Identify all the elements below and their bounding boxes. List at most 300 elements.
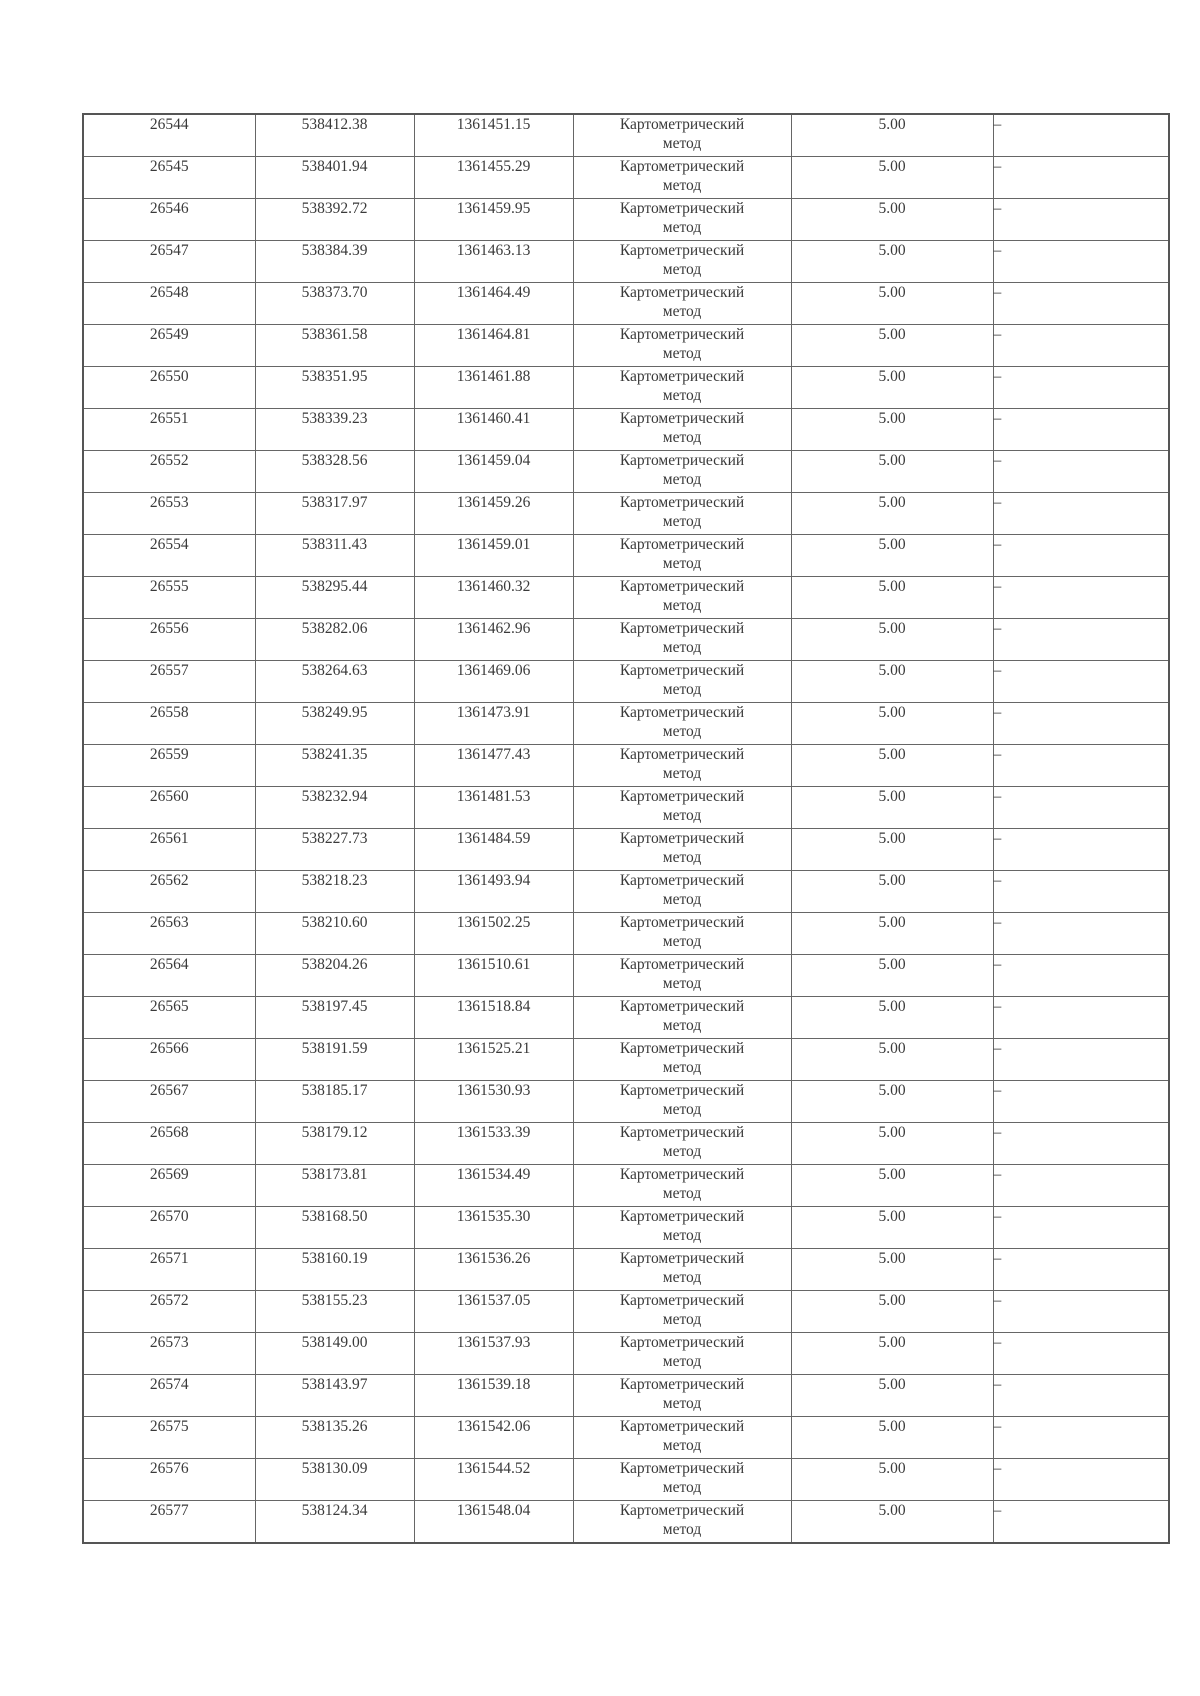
y-coordinate-cell: 1361534.49 [414, 1165, 573, 1207]
point-number-cell: 26546 [83, 199, 255, 241]
x-coordinate-cell: 538339.23 [255, 409, 414, 451]
method-line-2: метод [662, 1101, 702, 1118]
accuracy-cell: 5.00 [791, 871, 993, 913]
x-coordinate-cell: 538185.17 [255, 1081, 414, 1123]
table-row [83, 829, 1169, 871]
method-cell [573, 114, 791, 157]
point-number-cell: 26544 [83, 114, 255, 157]
note-cell: – [993, 1123, 1169, 1165]
note-cell: – [993, 114, 1169, 157]
y-coordinate-cell: 1361459.95 [414, 199, 573, 241]
method-line-2: метод [662, 1311, 702, 1328]
x-coordinate-cell: 538168.50 [255, 1207, 414, 1249]
method-line-2: метод [662, 849, 702, 866]
note-cell: – [993, 787, 1169, 829]
accuracy-cell: 5.00 [791, 409, 993, 451]
table-row [83, 1375, 1169, 1417]
x-coordinate-cell: 538384.39 [255, 241, 414, 283]
x-coordinate-cell: 538210.60 [255, 913, 414, 955]
point-number-cell: 26566 [83, 1039, 255, 1081]
method-line-1: Картометрический [619, 158, 745, 175]
method-line-2: метод [662, 723, 702, 740]
point-number-cell: 26561 [83, 829, 255, 871]
method-line-1: Картометрический [619, 1250, 745, 1267]
method-cell [573, 1333, 791, 1375]
method-line-1: Картометрический [619, 284, 745, 301]
note-cell: – [993, 493, 1169, 535]
point-number-cell: 26558 [83, 703, 255, 745]
point-number-cell: 26571 [83, 1249, 255, 1291]
x-coordinate-cell: 538124.34 [255, 1501, 414, 1544]
x-coordinate-cell: 538191.59 [255, 1039, 414, 1081]
method-line-1: Картометрический [619, 1082, 745, 1099]
note-cell: – [993, 1165, 1169, 1207]
y-coordinate-cell: 1361493.94 [414, 871, 573, 913]
note-cell: – [993, 619, 1169, 661]
method-line-2: метод [662, 1269, 702, 1286]
method-cell [573, 955, 791, 997]
accuracy-cell: 5.00 [791, 619, 993, 661]
method-line-2: метод [662, 555, 702, 572]
y-coordinate-cell: 1361518.84 [414, 997, 573, 1039]
method-cell [573, 1123, 791, 1165]
table-row [83, 1459, 1169, 1501]
method-line-1: Картометрический [619, 200, 745, 217]
method-line-1: Картометрический [619, 620, 745, 637]
method-line-1: Картометрический [619, 1418, 745, 1435]
method-cell [573, 1081, 791, 1123]
y-coordinate-cell: 1361463.13 [414, 241, 573, 283]
x-coordinate-cell: 538173.81 [255, 1165, 414, 1207]
y-coordinate-cell: 1361459.26 [414, 493, 573, 535]
method-cell [573, 1417, 791, 1459]
point-number-cell: 26576 [83, 1459, 255, 1501]
accuracy-cell: 5.00 [791, 955, 993, 997]
table-row [83, 577, 1169, 619]
y-coordinate-cell: 1361548.04 [414, 1501, 573, 1544]
coordinates-table-body [83, 114, 1169, 1543]
y-coordinate-cell: 1361473.91 [414, 703, 573, 745]
accuracy-cell: 5.00 [791, 367, 993, 409]
y-coordinate-cell: 1361537.05 [414, 1291, 573, 1333]
method-line-1: Картометрический [619, 746, 745, 763]
method-cell [573, 871, 791, 913]
method-cell [573, 199, 791, 241]
y-coordinate-cell: 1361460.32 [414, 577, 573, 619]
x-coordinate-cell: 538392.72 [255, 199, 414, 241]
point-number-cell: 26577 [83, 1501, 255, 1544]
point-number-cell: 26557 [83, 661, 255, 703]
accuracy-cell: 5.00 [791, 1123, 993, 1165]
table-row [83, 325, 1169, 367]
table-row [83, 1123, 1169, 1165]
x-coordinate-cell: 538361.58 [255, 325, 414, 367]
method-cell [573, 1165, 791, 1207]
table-row [83, 1291, 1169, 1333]
x-coordinate-cell: 538282.06 [255, 619, 414, 661]
method-cell [573, 367, 791, 409]
y-coordinate-cell: 1361461.88 [414, 367, 573, 409]
note-cell: – [993, 283, 1169, 325]
y-coordinate-cell: 1361542.06 [414, 1417, 573, 1459]
method-line-2: метод [662, 429, 702, 446]
y-coordinate-cell: 1361525.21 [414, 1039, 573, 1081]
method-cell [573, 1375, 791, 1417]
method-line-2: метод [662, 1059, 702, 1076]
method-cell [573, 829, 791, 871]
accuracy-cell: 5.00 [791, 493, 993, 535]
method-line-2: метод [662, 177, 702, 194]
method-cell [573, 577, 791, 619]
y-coordinate-cell: 1361469.06 [414, 661, 573, 703]
y-coordinate-cell: 1361535.30 [414, 1207, 573, 1249]
accuracy-cell: 5.00 [791, 1291, 993, 1333]
method-line-1: Картометрический [619, 998, 745, 1015]
y-coordinate-cell: 1361510.61 [414, 955, 573, 997]
point-number-cell: 26572 [83, 1291, 255, 1333]
method-line-1: Картометрический [619, 830, 745, 847]
table-row [83, 367, 1169, 409]
method-cell [573, 493, 791, 535]
accuracy-cell: 5.00 [791, 283, 993, 325]
accuracy-cell: 5.00 [791, 1459, 993, 1501]
table-row [83, 157, 1169, 199]
table-row [83, 955, 1169, 997]
accuracy-cell: 5.00 [791, 241, 993, 283]
note-cell: – [993, 1207, 1169, 1249]
note-cell: – [993, 871, 1169, 913]
note-cell: – [993, 367, 1169, 409]
method-line-1: Картометрический [619, 1208, 745, 1225]
point-number-cell: 26559 [83, 745, 255, 787]
table-row [83, 997, 1169, 1039]
method-line-1: Картометрический [619, 410, 745, 427]
x-coordinate-cell: 538130.09 [255, 1459, 414, 1501]
table-row [83, 1081, 1169, 1123]
accuracy-cell: 5.00 [791, 1081, 993, 1123]
x-coordinate-cell: 538155.23 [255, 1291, 414, 1333]
point-number-cell: 26570 [83, 1207, 255, 1249]
point-number-cell: 26551 [83, 409, 255, 451]
x-coordinate-cell: 538317.97 [255, 493, 414, 535]
method-cell [573, 1249, 791, 1291]
y-coordinate-cell: 1361462.96 [414, 619, 573, 661]
x-coordinate-cell: 538227.73 [255, 829, 414, 871]
x-coordinate-cell: 538373.70 [255, 283, 414, 325]
method-line-1: Картометрический [619, 242, 745, 259]
method-line-2: метод [662, 807, 702, 824]
table-row [83, 1333, 1169, 1375]
method-cell [573, 157, 791, 199]
method-cell [573, 913, 791, 955]
y-coordinate-cell: 1361536.26 [414, 1249, 573, 1291]
note-cell: – [993, 1417, 1169, 1459]
y-coordinate-cell: 1361539.18 [414, 1375, 573, 1417]
method-cell [573, 1039, 791, 1081]
table-row [83, 493, 1169, 535]
note-cell: – [993, 325, 1169, 367]
accuracy-cell: 5.00 [791, 745, 993, 787]
accuracy-cell: 5.00 [791, 199, 993, 241]
y-coordinate-cell: 1361502.25 [414, 913, 573, 955]
x-coordinate-cell: 538204.26 [255, 955, 414, 997]
method-cell [573, 241, 791, 283]
point-number-cell: 26555 [83, 577, 255, 619]
note-cell: – [993, 241, 1169, 283]
point-number-cell: 26567 [83, 1081, 255, 1123]
note-cell: – [993, 1291, 1169, 1333]
method-line-2: метод [662, 681, 702, 698]
method-line-2: метод [662, 891, 702, 908]
point-number-cell: 26573 [83, 1333, 255, 1375]
method-line-1: Картометрический [619, 1040, 745, 1057]
method-cell [573, 703, 791, 745]
note-cell: – [993, 955, 1169, 997]
method-line-2: метод [662, 1143, 702, 1160]
method-line-1: Картометрический [619, 1292, 745, 1309]
method-line-2: метод [662, 513, 702, 530]
y-coordinate-cell: 1361530.93 [414, 1081, 573, 1123]
method-cell [573, 1459, 791, 1501]
method-cell [573, 325, 791, 367]
table-row [83, 703, 1169, 745]
note-cell: – [993, 745, 1169, 787]
accuracy-cell: 5.00 [791, 114, 993, 157]
table-row [83, 1039, 1169, 1081]
point-number-cell: 26545 [83, 157, 255, 199]
table-row [83, 535, 1169, 577]
table-row [83, 787, 1169, 829]
method-cell [573, 1291, 791, 1333]
method-cell [573, 997, 791, 1039]
accuracy-cell: 5.00 [791, 661, 993, 703]
x-coordinate-cell: 538401.94 [255, 157, 414, 199]
method-line-1: Картометрический [619, 1376, 745, 1393]
method-line-2: метод [662, 1479, 702, 1496]
method-line-2: метод [662, 1395, 702, 1412]
note-cell: – [993, 535, 1169, 577]
y-coordinate-cell: 1361464.81 [414, 325, 573, 367]
note-cell: – [993, 577, 1169, 619]
y-coordinate-cell: 1361477.43 [414, 745, 573, 787]
x-coordinate-cell: 538412.38 [255, 114, 414, 157]
table-row [83, 913, 1169, 955]
x-coordinate-cell: 538241.35 [255, 745, 414, 787]
x-coordinate-cell: 538232.94 [255, 787, 414, 829]
point-number-cell: 26560 [83, 787, 255, 829]
table-row [83, 661, 1169, 703]
note-cell: – [993, 997, 1169, 1039]
note-cell: – [993, 1081, 1169, 1123]
point-number-cell: 26574 [83, 1375, 255, 1417]
accuracy-cell: 5.00 [791, 157, 993, 199]
accuracy-cell: 5.00 [791, 1417, 993, 1459]
table-row [83, 1165, 1169, 1207]
method-line-2: метод [662, 219, 702, 236]
accuracy-cell: 5.00 [791, 997, 993, 1039]
accuracy-cell: 5.00 [791, 1375, 993, 1417]
method-line-2: метод [662, 1017, 702, 1034]
accuracy-cell: 5.00 [791, 1165, 993, 1207]
method-line-1: Картометрический [619, 494, 745, 511]
method-line-2: метод [662, 1227, 702, 1244]
method-line-2: метод [662, 597, 702, 614]
method-line-2: метод [662, 1437, 702, 1454]
note-cell: – [993, 157, 1169, 199]
note-cell: – [993, 409, 1169, 451]
method-line-2: метод [662, 345, 702, 362]
point-number-cell: 26564 [83, 955, 255, 997]
point-number-cell: 26556 [83, 619, 255, 661]
point-number-cell: 26549 [83, 325, 255, 367]
table-row [83, 1207, 1169, 1249]
method-cell [573, 1207, 791, 1249]
point-number-cell: 26547 [83, 241, 255, 283]
note-cell: – [993, 661, 1169, 703]
table-row [83, 871, 1169, 913]
method-cell [573, 661, 791, 703]
accuracy-cell: 5.00 [791, 325, 993, 367]
method-line-1: Картометрический [619, 914, 745, 931]
note-cell: – [993, 1501, 1169, 1544]
method-line-1: Картометрический [619, 536, 745, 553]
y-coordinate-cell: 1361533.39 [414, 1123, 573, 1165]
method-cell [573, 409, 791, 451]
y-coordinate-cell: 1361484.59 [414, 829, 573, 871]
point-number-cell: 26565 [83, 997, 255, 1039]
method-cell [573, 451, 791, 493]
method-line-2: метод [662, 1185, 702, 1202]
table-row [83, 1249, 1169, 1291]
method-cell [573, 745, 791, 787]
table-row [83, 409, 1169, 451]
method-line-1: Картометрический [619, 1124, 745, 1141]
y-coordinate-cell: 1361459.01 [414, 535, 573, 577]
method-line-2: метод [662, 639, 702, 656]
y-coordinate-cell: 1361464.49 [414, 283, 573, 325]
method-cell [573, 1501, 791, 1544]
note-cell: – [993, 829, 1169, 871]
y-coordinate-cell: 1361460.41 [414, 409, 573, 451]
note-cell: – [993, 451, 1169, 493]
accuracy-cell: 5.00 [791, 787, 993, 829]
table-row [83, 283, 1169, 325]
x-coordinate-cell: 538328.56 [255, 451, 414, 493]
method-cell [573, 535, 791, 577]
y-coordinate-cell: 1361544.52 [414, 1459, 573, 1501]
accuracy-cell: 5.00 [791, 913, 993, 955]
note-cell: – [993, 703, 1169, 745]
point-number-cell: 26553 [83, 493, 255, 535]
method-line-2: метод [662, 1521, 702, 1538]
y-coordinate-cell: 1361455.29 [414, 157, 573, 199]
method-cell [573, 283, 791, 325]
point-number-cell: 26568 [83, 1123, 255, 1165]
accuracy-cell: 5.00 [791, 1207, 993, 1249]
method-line-2: метод [662, 303, 702, 320]
x-coordinate-cell: 538179.12 [255, 1123, 414, 1165]
y-coordinate-cell: 1361481.53 [414, 787, 573, 829]
table-row [83, 1417, 1169, 1459]
note-cell: – [993, 199, 1169, 241]
accuracy-cell: 5.00 [791, 1039, 993, 1081]
method-line-1: Картометрический [619, 116, 745, 133]
note-cell: – [993, 1333, 1169, 1375]
accuracy-cell: 5.00 [791, 451, 993, 493]
note-cell: – [993, 1039, 1169, 1081]
accuracy-cell: 5.00 [791, 577, 993, 619]
x-coordinate-cell: 538264.63 [255, 661, 414, 703]
method-line-2: метод [662, 135, 702, 152]
accuracy-cell: 5.00 [791, 703, 993, 745]
table-row [83, 619, 1169, 661]
method-line-1: Картометрический [619, 326, 745, 343]
table-row [83, 241, 1169, 283]
point-number-cell: 26563 [83, 913, 255, 955]
method-line-1: Картометрический [619, 1166, 745, 1183]
x-coordinate-cell: 538311.43 [255, 535, 414, 577]
x-coordinate-cell: 538149.00 [255, 1333, 414, 1375]
method-line-1: Картометрический [619, 704, 745, 721]
x-coordinate-cell: 538218.23 [255, 871, 414, 913]
note-cell: – [993, 1375, 1169, 1417]
method-line-2: метод [662, 765, 702, 782]
accuracy-cell: 5.00 [791, 829, 993, 871]
x-coordinate-cell: 538143.97 [255, 1375, 414, 1417]
method-line-1: Картометрический [619, 788, 745, 805]
method-line-2: метод [662, 387, 702, 404]
method-line-2: метод [662, 975, 702, 992]
method-line-2: метод [662, 933, 702, 950]
point-number-cell: 26562 [83, 871, 255, 913]
x-coordinate-cell: 538197.45 [255, 997, 414, 1039]
method-line-1: Картометрический [619, 1460, 745, 1477]
method-line-2: метод [662, 261, 702, 278]
accuracy-cell: 5.00 [791, 1333, 993, 1375]
x-coordinate-cell: 538351.95 [255, 367, 414, 409]
method-cell [573, 619, 791, 661]
y-coordinate-cell: 1361537.93 [414, 1333, 573, 1375]
point-number-cell: 26554 [83, 535, 255, 577]
table-row [83, 199, 1169, 241]
method-line-1: Картометрический [619, 452, 745, 469]
method-line-1: Картометрический [619, 368, 745, 385]
table-row [83, 1501, 1169, 1544]
coordinates-table [82, 113, 1170, 1544]
y-coordinate-cell: 1361451.15 [414, 114, 573, 157]
point-number-cell: 26550 [83, 367, 255, 409]
table-row [83, 745, 1169, 787]
method-line-1: Картометрический [619, 662, 745, 679]
method-cell [573, 787, 791, 829]
x-coordinate-cell: 538160.19 [255, 1249, 414, 1291]
x-coordinate-cell: 538249.95 [255, 703, 414, 745]
note-cell: – [993, 1249, 1169, 1291]
x-coordinate-cell: 538295.44 [255, 577, 414, 619]
method-line-1: Картометрический [619, 1334, 745, 1351]
note-cell: – [993, 913, 1169, 955]
point-number-cell: 26575 [83, 1417, 255, 1459]
accuracy-cell: 5.00 [791, 535, 993, 577]
method-line-2: метод [662, 471, 702, 488]
method-line-1: Картометрический [619, 1502, 745, 1519]
method-line-1: Картометрический [619, 872, 745, 889]
note-cell: – [993, 1459, 1169, 1501]
x-coordinate-cell: 538135.26 [255, 1417, 414, 1459]
accuracy-cell: 5.00 [791, 1249, 993, 1291]
table-row [83, 114, 1169, 157]
method-line-2: метод [662, 1353, 702, 1370]
